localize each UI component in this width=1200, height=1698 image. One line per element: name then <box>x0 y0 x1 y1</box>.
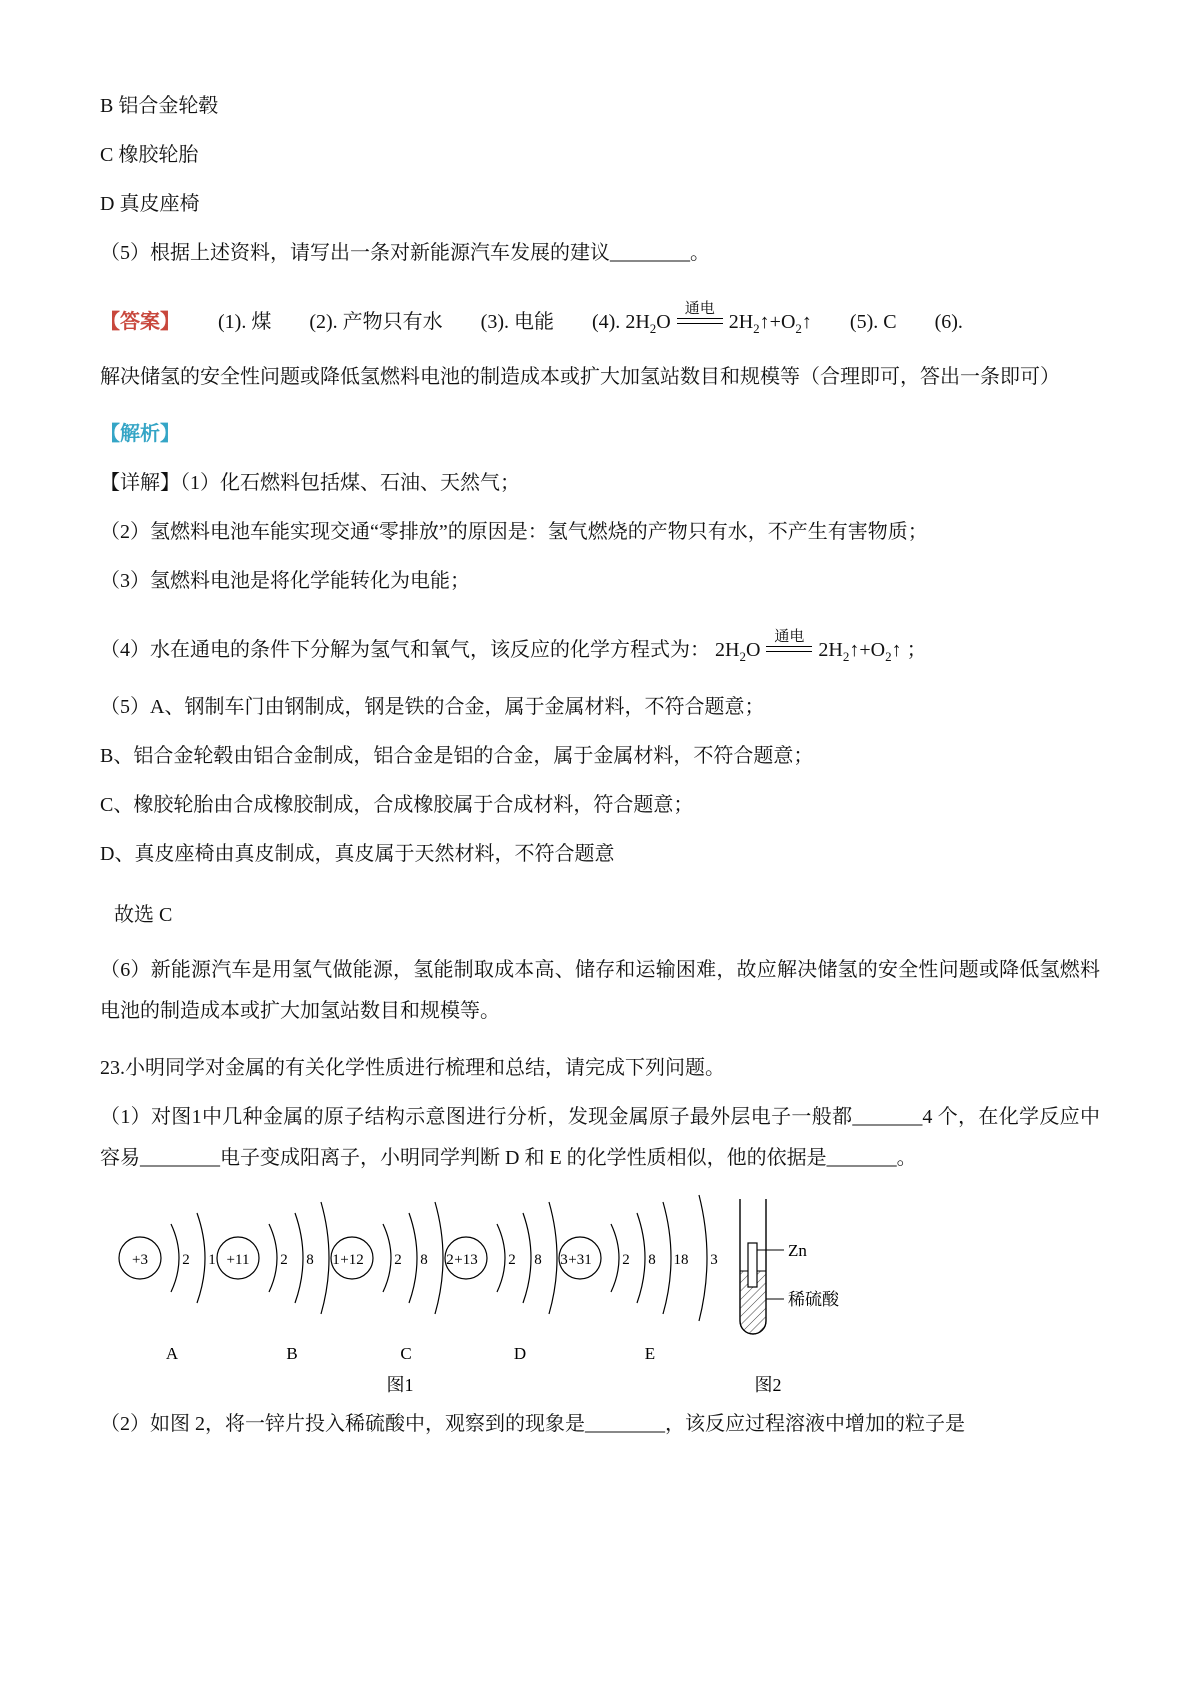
atom-label: E <box>644 1344 656 1363</box>
atom-label: B <box>286 1344 298 1363</box>
shell-electrons: 2 <box>508 1252 516 1268</box>
atom-diagram-a <box>119 1213 216 1363</box>
acid-label: 稀硫酸 <box>788 1290 839 1309</box>
electron-shell-arc <box>409 1213 417 1303</box>
electron-shell-arc <box>663 1202 671 1314</box>
nucleus-charge: +11 <box>226 1252 250 1268</box>
atom-diagram-d <box>445 1202 568 1363</box>
test-tube-diagram <box>740 1199 840 1395</box>
electron-shell-arc <box>435 1202 443 1314</box>
figure-1-caption: 图1 <box>386 1375 414 1395</box>
nucleus-charge: +13 <box>454 1252 478 1268</box>
detail-4-text: （4）水在通电的条件下分解为氢气和氧气，该反应的化学方程式为： <box>100 639 710 661</box>
answer-label: 【答案】 <box>100 311 180 333</box>
eq-lhs-coeff: 2H <box>715 639 740 661</box>
reaction-condition <box>677 300 723 324</box>
detail-5c: C、橡胶轮胎由合成橡胶制成，合成橡胶属于合成材料，符合题意； <box>100 794 694 816</box>
detail-3: （3）氢燃料电池是将化学能转化为电能； <box>100 570 470 592</box>
option-b: B 铝合金轮毂 <box>100 95 219 117</box>
eq-lhs-tail: O <box>745 639 761 661</box>
eq-subscript: 2 <box>795 321 802 336</box>
electron-shell-arc <box>637 1213 645 1303</box>
figure-area <box>100 1193 1100 1398</box>
equals-double-line <box>677 318 723 324</box>
atom-diagram-b <box>217 1202 340 1363</box>
question-5: （5）根据上述资料，请写出一条对新能源汽车发展的建议________。 <box>100 242 710 264</box>
figure-1-and-2-svg <box>100 1193 1100 1398</box>
question-23-1: （1）对图1中几种金属的原子结构示意图进行分析，发现金属原子最外层电子一般都_______4 个，在化学反应中容易________电子变成阳离子，小明同学判断 D 和 E 的化学性质相似，他的依据是_______。 <box>100 1106 1100 1169</box>
detail-5d: D、真皮座椅由真皮制成，真皮属于天然材料，不符合题意 <box>100 843 615 865</box>
electron-shell-arc <box>197 1213 205 1303</box>
figure-2-caption: 图2 <box>754 1375 782 1395</box>
eq-rhs-1: 2H <box>818 639 843 661</box>
answer-item-1: (1). 煤 <box>218 311 272 333</box>
shell-electrons: 2 <box>182 1252 190 1268</box>
electron-shell-arc <box>497 1224 505 1292</box>
detail-4-tail: ； <box>906 639 927 661</box>
nucleus-charge: +3 <box>132 1252 148 1268</box>
detail-2: （2）氢燃料电池车能实现交通“零排放”的原因是：氢气燃烧的产物只有水，不产生有害物质； <box>100 521 928 543</box>
option-d: D 真皮座椅 <box>100 193 200 215</box>
option-c: C 橡胶轮胎 <box>100 144 199 166</box>
shell-electrons: 18 <box>673 1252 689 1268</box>
answer-item-3: (3). 电能 <box>480 311 554 333</box>
eq-lhs-coeff: 2H <box>625 311 650 333</box>
shell-electrons: 2 <box>446 1252 454 1268</box>
eq-rhs-2: ↑+O <box>759 311 796 333</box>
answer-item-5: (5). C <box>849 311 897 333</box>
conclusion: 故选 C <box>114 904 173 926</box>
answer-item-4-index: (4). <box>591 311 621 333</box>
atom-diagram-c <box>331 1202 454 1363</box>
shell-electrons: 2 <box>394 1252 402 1268</box>
chemical-equation <box>715 628 902 664</box>
zn-label: Zn <box>788 1241 807 1260</box>
eq-rhs-2: ↑+O <box>849 639 886 661</box>
detail-1: 【详解】（1）化石燃料包括煤、石油、天然气； <box>100 472 520 494</box>
eq-subscript: 2 <box>753 321 760 336</box>
electron-shell-arc <box>549 1202 557 1314</box>
atom-diagram-e <box>559 1195 718 1363</box>
detail-5a: （5）A、钢制车门由钢制成，钢是铁的合金，属于金属材料，不符合题意； <box>100 696 765 718</box>
eq-subscript: 2 <box>649 321 657 336</box>
detail-4 <box>100 610 1100 671</box>
equals-double-line <box>766 646 812 652</box>
answer-item-4 <box>592 302 812 343</box>
shell-electrons: 2 <box>280 1252 288 1268</box>
reaction-condition <box>766 628 812 652</box>
electron-shell-arc <box>611 1224 619 1292</box>
eq-subscript: 2 <box>739 649 746 664</box>
analysis-label-line <box>100 414 1100 455</box>
shell-electrons: 1 <box>332 1252 340 1268</box>
electron-shell-arc <box>383 1224 391 1292</box>
electron-shell-arc <box>269 1224 277 1292</box>
atom-label: D <box>513 1344 527 1363</box>
electron-shell-arc <box>523 1213 531 1303</box>
electron-shell-arc <box>295 1213 303 1303</box>
condition-text: 通电 <box>684 300 715 317</box>
shell-electrons: 2 <box>622 1252 630 1268</box>
answer-continuation: 解决储氢的安全性问题或降低氢燃料电池的制造成本或扩大加氢站数目和规模等（合理即可，答出一条即可） <box>100 366 1060 388</box>
analysis-label: 【解析】 <box>100 423 180 445</box>
shell-electrons: 1 <box>208 1252 216 1268</box>
shell-electrons: 8 <box>648 1252 656 1268</box>
eq-rhs-1: 2H <box>728 311 754 333</box>
shell-electrons: 8 <box>534 1252 542 1268</box>
zinc-strip <box>748 1243 757 1287</box>
eq-lhs-tail: O <box>656 311 671 333</box>
eq-rhs-3: ↑ <box>891 639 902 661</box>
eq-subscript: 2 <box>885 649 892 664</box>
question-23-2: （2）如图 2，将一锌片投入稀硫酸中，观察到的现象是________，该反应过程溶液中增加的粒子是 <box>100 1413 965 1435</box>
answer-item-6: (6). <box>934 311 963 333</box>
question-23: 23.小明同学对金属的有关化学性质进行梳理和总结，请完成下列问题。 <box>100 1057 725 1079</box>
condition-text: 通电 <box>774 628 805 645</box>
answer-line <box>100 282 1100 343</box>
shell-electrons: 8 <box>420 1252 428 1268</box>
detail-6: （6）新能源汽车是用氢气做能源，氢能制取成本高、储存和运输困难，故应解决储氢的安全性问题或降低氢燃料电池的制造成本或扩大加氢站数目和规模等。 <box>100 959 1100 1022</box>
shell-electrons: 3 <box>710 1252 718 1268</box>
atom-label: A <box>165 1344 179 1363</box>
atom-label: C <box>400 1344 412 1363</box>
chemical-equation <box>625 300 812 336</box>
eq-subscript: 2 <box>842 649 850 664</box>
electron-shell-arc <box>699 1195 707 1321</box>
nucleus-charge: +31 <box>568 1252 592 1268</box>
answer-item-2: (2). 产物只有水 <box>309 311 443 333</box>
detail-5b: B、铝合金轮毂由铝合金制成，铝合金是铝的合金，属于金属材料，不符合题意； <box>100 745 814 767</box>
electron-shell-arc <box>171 1224 179 1292</box>
nucleus-charge: +12 <box>340 1252 364 1268</box>
eq-rhs-3: ↑ <box>801 311 812 333</box>
electron-shell-arc <box>321 1202 329 1314</box>
shell-electrons: 8 <box>306 1252 314 1268</box>
shell-electrons: 3 <box>560 1252 568 1268</box>
